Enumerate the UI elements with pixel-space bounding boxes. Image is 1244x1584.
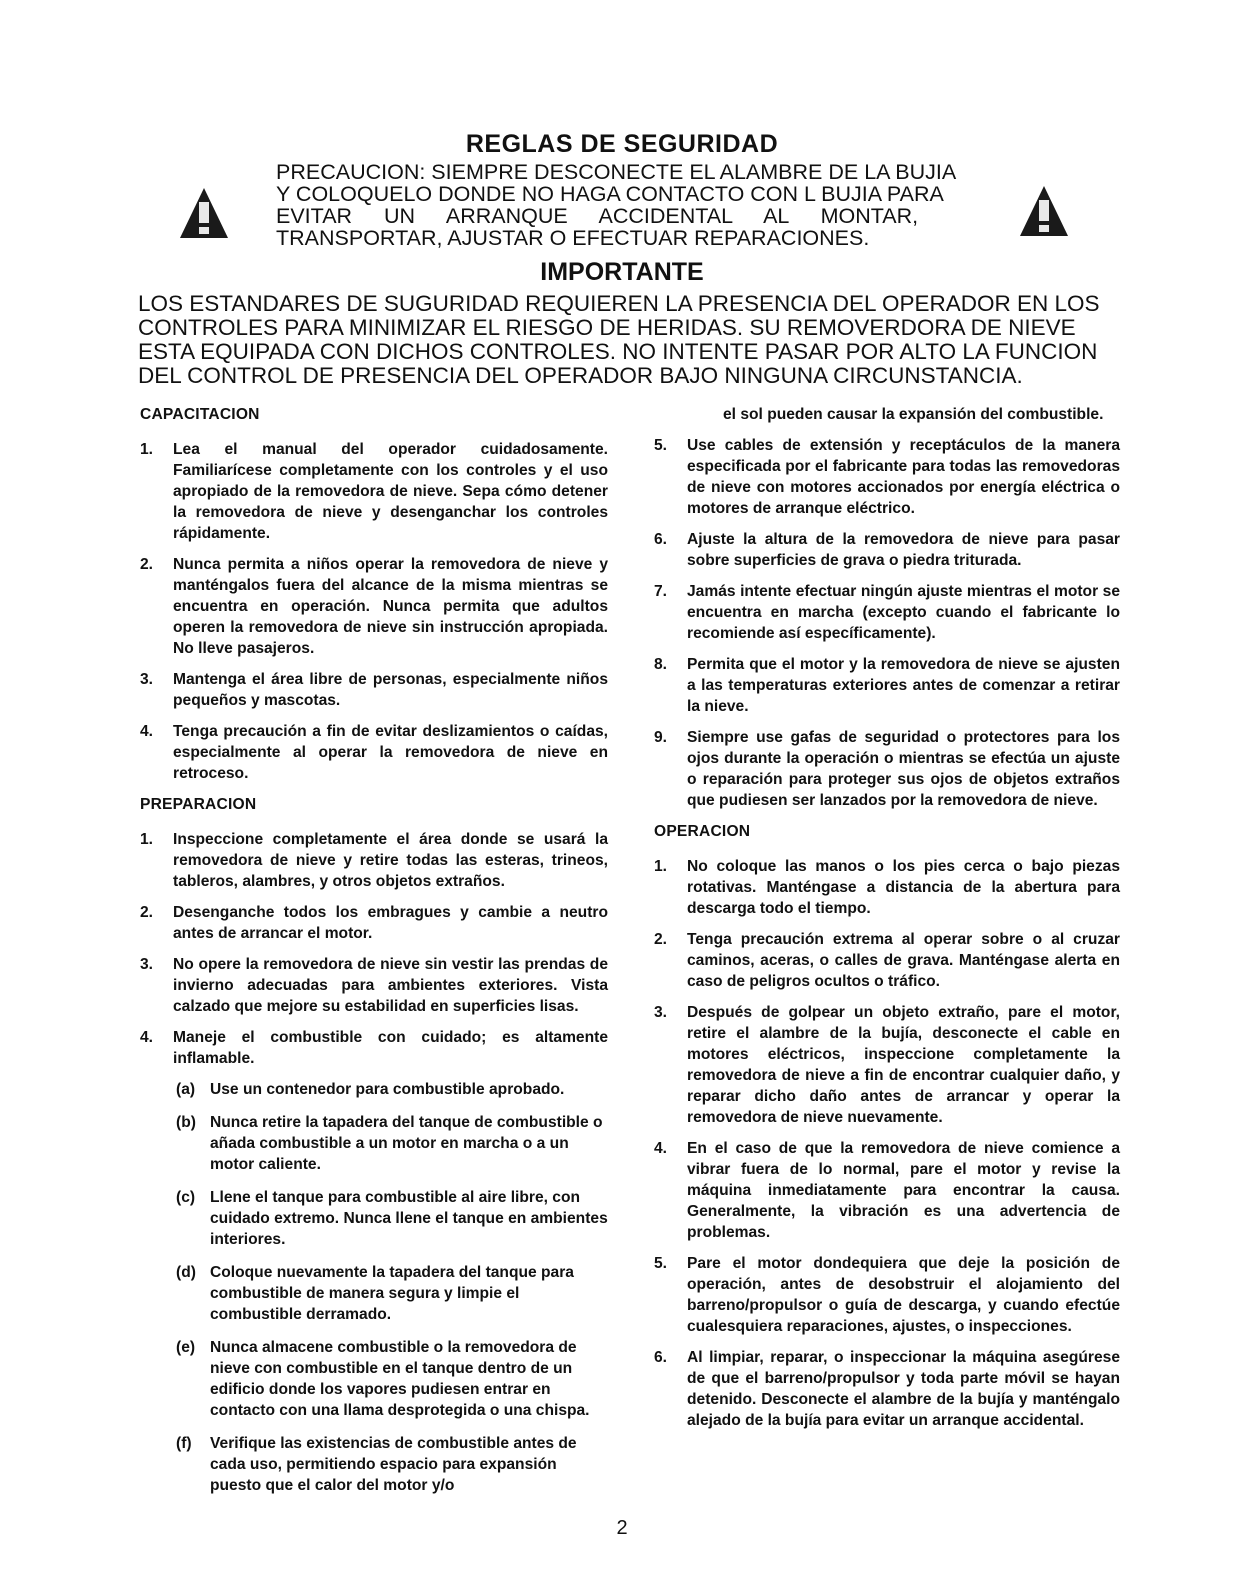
warning-triangle-icon (178, 186, 230, 240)
item-text: Ajuste la altura de la removedora de nieve para pasar sobre superficies de grava o piedra triturada. (687, 531, 1120, 569)
standards-line: DEL CONTROL DE PRESENCIA DEL OPERADOR BAJO NINGUNA CIRCUNSTANCIA. (138, 363, 1023, 388)
sub-item-text: Nunca almacene combustible o la removedora de nieve con combustible en el tanque dentro de un edificio donde los vapores pudiesen entrar en contacto con una llama desprotegida o una chispa. (210, 1339, 590, 1419)
item-number: 6. (654, 531, 668, 548)
standards-line: ESTA EQUIPADA CON DICHOS CONTROLES. NO INTENTE PASAR POR ALTO LA FUNCION (138, 339, 1098, 364)
list-item (140, 439, 608, 544)
sub-item (176, 1187, 608, 1250)
item-text: Tenga precaución extrema al operar sobre o al cruzar caminos, aceras, o calles de grava. Manténgase alerta en caso de peligros ocultos o tráfico. (687, 931, 1120, 990)
standards-notice (138, 292, 1138, 388)
sub-item (176, 1112, 608, 1175)
item-text: No coloque las manos o los pies cerca o bajo piezas rotativas. Manténgase a distancia de la abertura para descarga todo el tiempo. (687, 858, 1120, 917)
page-number: 2 (616, 1517, 628, 1539)
list-item (140, 721, 608, 784)
item-number: 9. (654, 729, 668, 746)
item-number: 4. (140, 723, 154, 740)
item-number: 1. (654, 858, 668, 875)
sub-item-letter: (c) (176, 1189, 196, 1206)
item-number: 4. (654, 1140, 668, 1157)
list-item (140, 1027, 608, 1069)
item-number: 1. (140, 441, 154, 458)
list-item (654, 654, 1120, 717)
list-item (654, 856, 1120, 919)
sub-item (176, 1337, 608, 1421)
item-text: Desenganche todos los embragues y cambie a neutro antes de arrancar el motor. (173, 904, 608, 942)
sub-item-letter: (a) (176, 1081, 196, 1098)
sub-item-letter: (e) (176, 1339, 196, 1356)
caution-line: TRANSPORTAR, AJUSTAR O EFECTUAR REPARACIONES. (276, 226, 870, 250)
sub-item-text: Llene el tanque para combustible al aire libre, con cuidado extremo. Nunca llene el tanque en ambientes interiores. (210, 1189, 608, 1248)
item-text: Pare el motor dondequiera que deje la posición de operación, antes de desobstruir el alojamiento del barreno/propulsor o guía de descarga, y cuando efectúe cualesquiera reparaciones, ajustes, o inspecciones. (687, 1255, 1120, 1335)
item-number: 5. (654, 437, 668, 454)
list-item (654, 1002, 1120, 1128)
item-text: Inspeccione completamente el área donde se usará la removedora de nieve y retire todas las esteras, trineos, tableros, alambres, y otros objetos extraños. (173, 831, 608, 890)
item-text: Permita que el motor y la removedora de nieve se ajusten a las temperaturas exteriores antes de comenzar a retirar la nieve. (687, 656, 1120, 715)
list-item (654, 581, 1120, 644)
sub-item-letter: (f) (176, 1435, 192, 1452)
list-item (654, 1253, 1120, 1337)
sub-item-text: Use un contenedor para combustible aprobado. (210, 1081, 565, 1098)
item-text: En el caso de que la removedora de nieve comience a vibrar fuera de lo normal, pare el motor y revise la máquina inmediatamente para encontrar la causa. Generalmente, la vibración es una advertencia de problemas. (687, 1140, 1120, 1241)
item-text: Nunca permita a niños operar la removedora de nieve y manténgalos fuera del alcance de la misma mientras se encuentra en operación. Nunca permita que adultos operen la removedora de nieve sin instrucción apropiada. No lleve pasajeros. (173, 556, 608, 657)
caution-line: EVITAR UN ARRANQUE ACCIDENTAL AL MONTAR, (276, 204, 919, 228)
sub-item-letter: (b) (176, 1114, 196, 1131)
sub-item (176, 1262, 608, 1325)
caution-line: PRECAUCION: SIEMPRE DESCONECTE EL ALAMBRE DE LA BUJIA (276, 160, 957, 184)
list-item (140, 902, 608, 944)
list-item (654, 1347, 1120, 1431)
item-number: 3. (140, 956, 154, 973)
sub-item-letter: (d) (176, 1264, 196, 1281)
item-number: 2. (140, 556, 154, 573)
caution-notice (276, 161, 976, 249)
sub-item (176, 1079, 608, 1100)
continued-text: el sol pueden causar la expansión del combustible. (723, 406, 1104, 423)
item-text: Use cables de extensión y receptáculos de la manera especificada por el fabricante para todas las removedoras de nieve con motores accionados por energía eléctrica o motores de arranque eléctrico. (687, 437, 1120, 517)
item-text: Tenga precaución a fin de evitar deslizamientos o caídas, especialmente al operar la removedora de nieve en retroceso. (173, 723, 608, 782)
sub-item-text: Verifique las existencias de combustible antes de cada uso, permitiendo espacio para expansión puesto que el calor del motor y/o (210, 1435, 577, 1494)
item-number: 4. (140, 1029, 154, 1046)
list-item (140, 669, 608, 711)
right-column (654, 404, 1120, 1441)
item-text: Al limpiar, reparar, o inspeccionar la máquina asegúrese de que el barreno/propulsor y toda parte móvil se hayan detenido. Desconecte el alambre de la bujía y manténgalo alejado de la bujía para evitar un arranque accidental. (687, 1349, 1120, 1429)
item-number: 3. (654, 1004, 668, 1021)
item-text: Maneje el combustible con cuidado; es altamente inflamable. (173, 1029, 608, 1067)
item-number: 5. (654, 1255, 668, 1272)
item-number: 1. (140, 831, 154, 848)
warning-triangle-icon (1018, 184, 1070, 238)
section-heading-preparacion: PREPARACION (140, 796, 257, 813)
sub-item-text: Nunca retire la tapadera del tanque de combustible o añada combustible a un motor en marcha o a un motor caliente. (210, 1114, 603, 1173)
list-item (654, 529, 1120, 571)
item-number: 2. (140, 904, 154, 921)
standards-line: CONTROLES PARA MINIMIZAR EL RIESGO DE HERIDAS. SU REMOVERDORA DE NIEVE (138, 315, 1076, 340)
page-title: REGLAS DE SEGURIDAD (465, 130, 779, 158)
list-item (654, 435, 1120, 519)
list-item (654, 1138, 1120, 1243)
item-text: Mantenga el área libre de personas, especialmente niños pequeños y mascotas. (173, 671, 608, 709)
sub-item (176, 1433, 608, 1496)
list-item (140, 954, 608, 1017)
item-text: Lea el manual del operador cuidadosamente. Familiarícese completamente con los controles y el uso apropiado de la removedora de nieve. Sepa cómo detener la removedora de nieve y desenganchar los controles rápidamente. (173, 441, 608, 542)
left-column (140, 404, 608, 1508)
item-number: 8. (654, 656, 668, 673)
item-number: 3. (140, 671, 154, 688)
important-heading: IMPORTANTE (540, 258, 704, 286)
caution-line: Y COLOQUELO DONDE NO HAGA CONTACTO CON L BUJIA PARA (276, 182, 944, 206)
item-text: No opere la removedora de nieve sin vestir las prendas de invierno adecuadas para ambientes exteriores. Vista calzado que mejore su estabilidad en superficies lisas. (173, 956, 608, 1015)
section-heading-operacion: OPERACION (654, 823, 751, 840)
item-text: Después de golpear un objeto extraño, pare el motor, retire el alambre de la bujía, desconecte el cable en motores eléctricos, inspeccione completamente la removedora de nieve a fin de encontrar cualquier daño, y reparar dicho daño antes de arrancar y operar la removedora de nieve nuevamente. (687, 1004, 1120, 1126)
section-heading-capacitacion: CAPACITACION (140, 406, 260, 423)
list-item (654, 727, 1120, 811)
item-text: Siempre use gafas de seguridad o protectores para los ojos durante la operación o mientras se efectúa un ajuste o reparación para proteger sus ojos de objetos extraños que pudiesen ser lanzados por la removedora de nieve. (687, 729, 1120, 809)
list-item (140, 829, 608, 892)
list-item (140, 554, 608, 659)
item-number: 2. (654, 931, 668, 948)
sub-item-text: Coloque nuevamente la tapadera del tanque para combustible de manera segura y limpie el combustible derramado. (210, 1264, 574, 1323)
item-number: 6. (654, 1349, 668, 1366)
item-text: Jamás intente efectuar ningún ajuste mientras el motor se encuentra en marcha (excepto cuando el fabricante lo recomiende así específicamente). (687, 583, 1120, 642)
standards-line: LOS ESTANDARES DE SUGURIDAD REQUIEREN LA PRESENCIA DEL OPERADOR EN LOS (138, 291, 1100, 316)
list-item (654, 929, 1120, 992)
item-number: 7. (654, 583, 668, 600)
